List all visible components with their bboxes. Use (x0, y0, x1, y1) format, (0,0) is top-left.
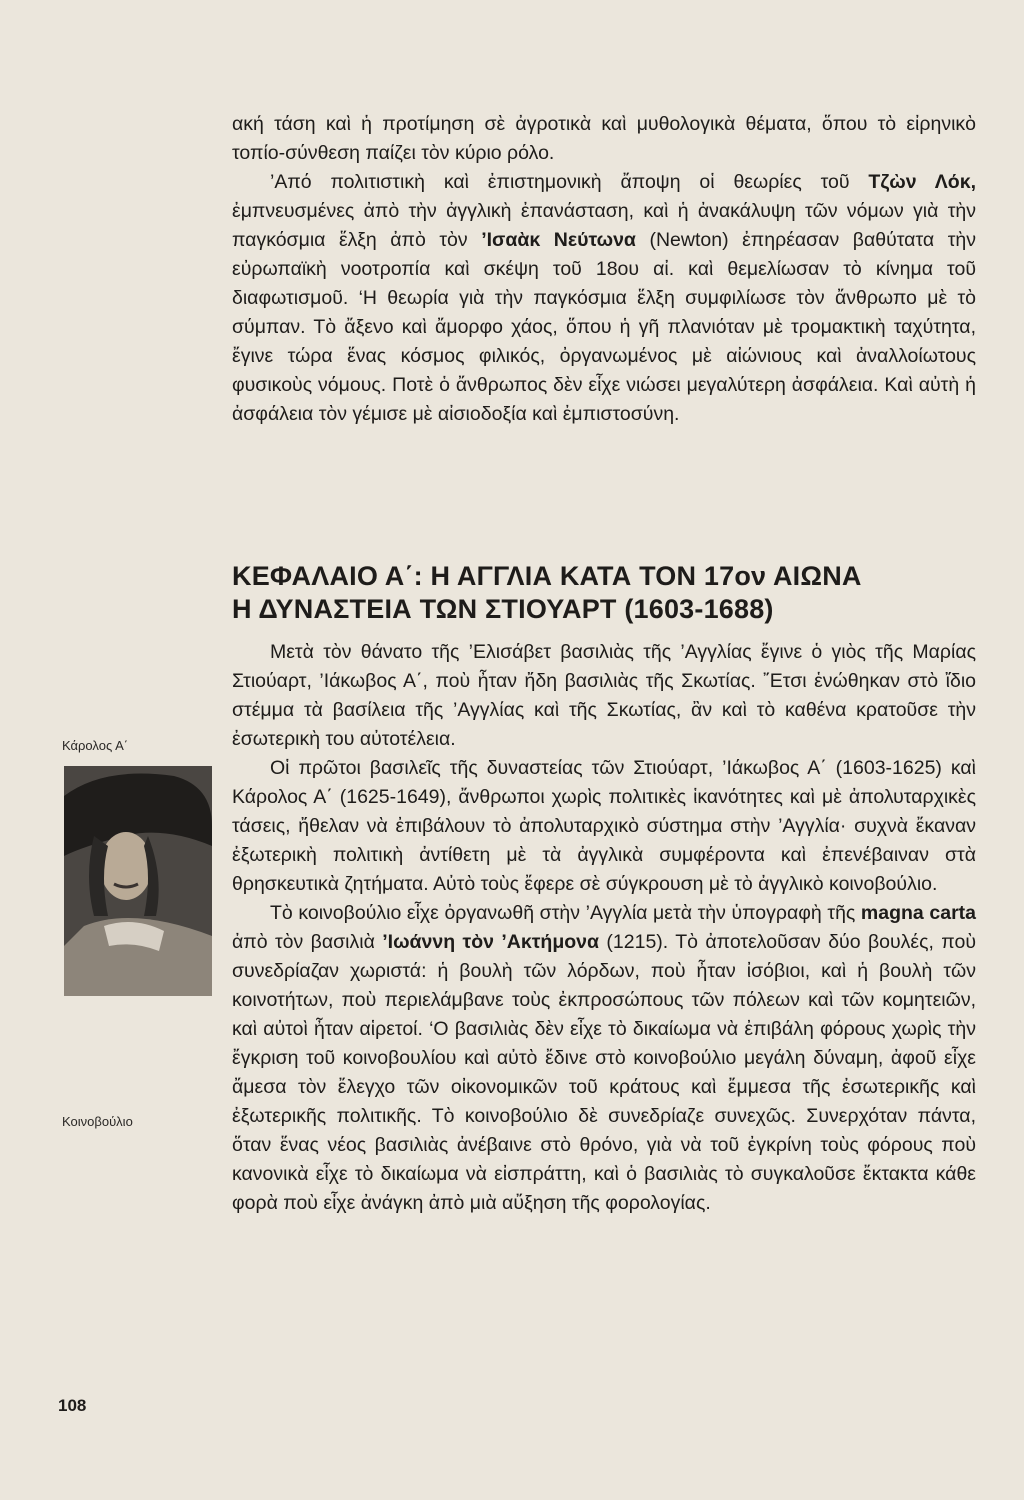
charles-i-portrait (64, 766, 212, 996)
chapter-paragraph-1: Μετὰ τὸν θάνατο τῆς ’Ελισάβετ βασιλιὰς τῆς ’Αγγλίας ἔγινε ὁ γιὸς τῆς Μαρίας Στιούαρτ, ’Ιάκωβος Α΄, ποὺ ἦταν ἤδη βασιλιὰς τῆς Σκωτίας. ῎Ετσι ἑνώθηκαν στὸ ἴδιο στέμμα τὰ βασίλεια τῆς ’Αγγλίας καὶ τῆς Σκωτίας, ἂν καὶ τὸ καθένα κρατοῦσε τὴν ἐσωτερικὴ του αὐτοτέλεια. (232, 641, 976, 750)
intro-paragraph-1: ακή τάση καὶ ἡ προτίμηση σὲ ἀγροτικὰ καὶ μυθολογικὰ θέματα, ὅπου τὸ εἰρηνικὸ τοπίο-σύνθεση παίζει τὸν κύριο ρόλο. (232, 113, 976, 164)
portrait-illustration (64, 766, 212, 996)
intro-text (232, 110, 976, 429)
chapter-heading-line-1: ΚΕΦΑΛΑΙΟ Α΄: Η ΑΓΓΛΙΑ ΚΑΤΑ ΤΟΝ 17ον ΑΙΩΝΑ (232, 561, 862, 591)
intro-p2-text-c: (Newton) ἐπηρέασαν βαθύτατα τὴν εὐρωπαϊκὴ νοοτροπία καὶ σκέψη τοῦ 18ου αἰ. καὶ θεμελίωσαν τὸ κίνημα τοῦ διαφωτισμοῦ. ‘Η θεωρία γιὰ τὴν παγκόσμια ἕλξη συμφιλίωσε τὸν ἄνθρωπο μὲ τὸ σύμπαν. Τὸ ἄξενο καὶ ἄμορφο χάος, ὅπου ἡ γῆ πλανιόταν μὲ τρομακτικὴ ταχύτητα, ἔγινε τώρα ἕνας κόσμος φιλικός, ὀργανωμένος μὲ αἰώνιους καὶ ἀναλλοίωτους φυσικοὺς νόμους. Ποτὲ ὁ ἄνθρωπος δὲν εἶχε νιώσει μεγαλύτερη ἀσφάλεια. Καὶ αὐτὴ ἡ ἀσφάλεια τὸν γέμισε μὲ αἰσιοδοξία καὶ ἐμπιστοσύνη. (232, 229, 976, 425)
chapter-heading-line-2: Η ΔΥΝΑΣΤΕΙΑ ΤΩΝ ΣΤΙΟΥΑΡΤ (1603-1688) (232, 594, 774, 624)
chapter-paragraph-3 (232, 899, 976, 1218)
intro-paragraph-2 (232, 168, 976, 429)
intro-p2-text-a: ’Από πολιτιστικὴ καὶ ἐπιστημονικὴ ἄποψη οἱ θεωρίες τοῦ (270, 171, 869, 193)
king-john-name: ’Ιωάννη τὸν ’Ακτήμονα (382, 931, 600, 953)
john-locke-name: Τζὼν Λόκ, (868, 171, 976, 193)
isaac-newton-name: ’Ισαὰκ Νεύτωνα (481, 229, 636, 251)
chapter-p3-text-a: Τὸ κοινοβούλιο εἶχε ὀργανωθῆ στὴν ’Αγγλία μετὰ τὴν ὑπογραφὴ τῆς (270, 902, 861, 924)
magna-carta-term: magna carta (860, 902, 976, 924)
chapter-p3-text-c: (1215). Τὸ ἀποτελοῦσαν δύο βουλές, ποὺ συνεδρίαζαν χωριστά: ἡ βουλὴ τῶν λόρδων, ποὺ ἦταν ἰσόβιοι, καὶ ἡ βουλὴ τῶν κοινοτήτων, ποὺ περιελάμβανε τοὺς ἐκπροσώπους τῶν πόλεων καὶ τῶν κομητειῶν, καὶ αὐτοὶ ἦταν αἱρετοί. ‘Ο βασιλιὰς δὲν εἶχε τὸ δικαίωμα νὰ ἐπιβάλη φόρους χωρὶς τὴν ἔγκριση τοῦ κοινοβουλίου καὶ αὐτὸ ἔδινε στὸ κοινοβούλιο μεγάλη δύναμη, ἀφοῦ εἶχε ἄμεσα τὸν ἔλεγχο τῶν οἰκονομικῶν τοῦ κράτους καὶ ἔμμεσα τῆς ἐσωτερικῆς καὶ ἐξωτερικῆς πολιτικῆς. Τὸ κοινοβούλιο δὲ συνεδρίαζε συνεχῶς. Συνερχόταν πάντα, ὅταν ἕνας νέος βασιλιὰς ἀνέβαινε στὸ θρόνο, γιὰ νὰ τοῦ ἐγκρίνη τοὺς φόρους ποὺ κανονικὰ εἶχε τὸ δικαίωμα νὰ εἰσπράττη, καὶ ὁ βασιλιὰς τὸ συγκαλοῦσε ἔκτακτα κάθε φορὰ ποὺ εἶχε ἀνάγκη ἀπὸ μιὰ αὔξηση τῆς φορολογίας. (232, 931, 976, 1214)
portrait-caption: Κάρολος Α΄ (62, 738, 129, 753)
page-number: 108 (58, 1396, 87, 1415)
chapter-heading (232, 560, 992, 626)
chapter-p3-text-b: ἀπὸ τὸν βασιλιὰ (232, 931, 383, 953)
parliament-margin-note: Κοινοβούλιο (62, 1114, 133, 1129)
chapter-body (232, 638, 976, 1218)
chapter-paragraph-2: Οἱ πρῶτοι βασιλεῖς τῆς δυναστείας τῶν Στιούαρτ, ’Ιάκωβος Α΄ (1603-1625) καὶ Κάρολος Α΄ (1625-1649), ἄνθρωποι χωρὶς πολιτικὲς ἱκανότητες καὶ μὲ ἀπολυταρχικὲς τάσεις, ἤθελαν νὰ ἐπιβάλουν τὸ ἀπολυταρχικὸ σύστημα στὴν ’Αγγλία· συχνὰ ἔκαναν ἐξωτερικὴ πολιτικὴ ἀντίθετη μὲ τὰ ἀγγλικὰ συμφέροντα καὶ ἐπενέβαιναν στὰ θρησκευτικὰ ζητήματα. Αὐτὸ τοὺς ἔφερε σὲ σύγκρουση μὲ τὸ ἀγγλικὸ κοινοβούλιο. (232, 757, 976, 895)
intro-p2-text-b: ἐμπνευσμένες ἀπὸ τὴν ἀγγλικὴ ἐπανάσταση, καὶ ἡ ἀνακάλυψη τῶν νόμων γιὰ τὴν παγκόσμια ἕλξη ἀπὸ τὸν (232, 200, 976, 251)
